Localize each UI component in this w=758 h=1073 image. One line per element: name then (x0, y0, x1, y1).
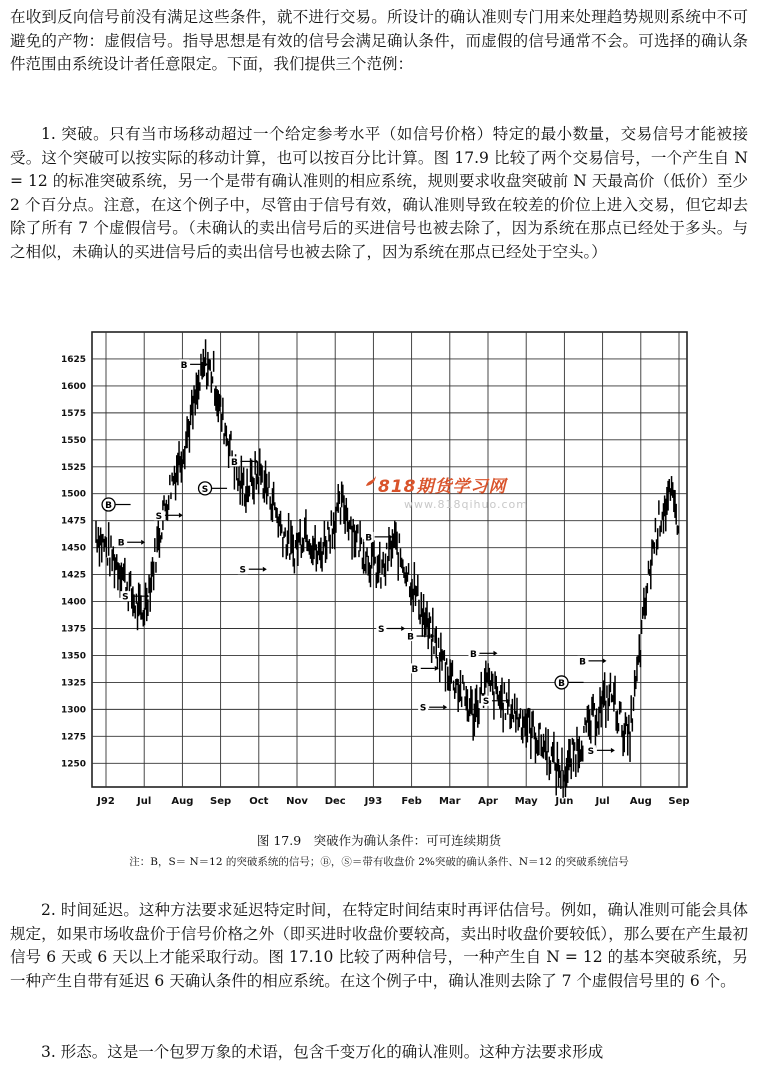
y-tick-label: 1250 (60, 759, 86, 770)
x-tick-label: J93 (364, 796, 383, 807)
paragraph-intro: 在收到反向信号前没有满足这些条件，就不进行交易。所设计的确认准则专门用来处理趋势规则系统中不可避免的产物：虚假信号。指导思想是有效的信号会满足确认条件，而虚假的信号通常不会。可选择的确认条件范围由系统设计者任意限定。下面，我们提供三个范例： (10, 8, 748, 74)
x-tick-label: Jul (595, 796, 610, 807)
signal-arrowhead (611, 748, 615, 753)
x-tick-label: Jul (137, 796, 152, 807)
y-tick-label: 1450 (60, 543, 86, 554)
x-tick-label: Jun (555, 796, 574, 807)
watermark-url: www.818qihuo.com (404, 498, 528, 511)
signal-label: B (470, 649, 477, 660)
signal-arrowhead (603, 658, 607, 663)
figure-caption: 图 17.9 突破作为确认条件：可可连续期货 (256, 833, 502, 848)
chart-svg (40, 328, 700, 814)
signal-label: S (377, 625, 385, 636)
y-tick-label: 1525 (60, 462, 86, 473)
x-tick-label: Sep (668, 796, 690, 807)
x-tick-label: Sep (210, 796, 232, 807)
y-tick-label: 1375 (60, 624, 86, 635)
signal-label: S (122, 592, 129, 603)
signal-arrowhead (401, 626, 405, 631)
y-tick-label: 1575 (60, 408, 86, 419)
x-tick-label: Dec (324, 796, 346, 807)
y-tick-label: 1600 (60, 381, 86, 392)
y-tick-label: 1425 (60, 570, 86, 581)
figure-note: 注：B，S＝ N＝12 的突破系统的信号；Ⓑ，Ⓢ＝带有收盘价 2%突破的确认条件、N＝12 的突破系统信号 (129, 856, 629, 868)
y-tick-label: 1500 (60, 489, 86, 500)
confirmed-signal-label: B (558, 678, 565, 689)
breakout-chart (40, 328, 700, 814)
x-tick-label: May (514, 796, 538, 807)
signal-label: B (407, 632, 415, 643)
flame-logo-icon (364, 474, 378, 488)
signal-label: B (579, 657, 586, 668)
y-tick-label: 1350 (60, 651, 86, 662)
x-tick-label: Aug (629, 796, 652, 807)
y-tick-label: 1475 (60, 516, 86, 527)
y-tick-label: 1275 (60, 732, 86, 743)
watermark-logo-text: 818期货学习网 (378, 477, 507, 497)
paragraph-breakout: 1. 突破。只有当市场移动超过一个给定参考水平（如信号价格）特定的最小数量，交易信号才能被接受。这个突破可以按实际的移动计算，也可以按百分比计算。图 17.9 比较了两个交易信号，一个产生自 N = 12 的标准突破系统，另一个是带有确认准则的相应系统，规则要求收盘突破前 N 天最高价（低价）至少 2 个百分点。注意，在这个例子中，尽管由于信号有效，确认准则导致在较差的价位上进入交易，但它却去除了所有 7 个虚假信号。（未确认的卖出信号后的买进信号也被去除了，因为系统在那点已经处于多头。与之相似，未确认的买进信号后的卖出信号也被去除了，因为系统在那点已经处于空头。） (10, 125, 748, 261)
signal-label: B (230, 457, 238, 468)
y-tick-label: 1400 (60, 597, 86, 608)
signal-label: S (419, 703, 427, 714)
x-tick-label: Nov (286, 796, 308, 807)
signal-label: B (117, 538, 125, 549)
site-watermark (378, 470, 558, 520)
y-tick-label: 1300 (60, 705, 86, 716)
x-tick-label: Apr (478, 796, 498, 807)
x-tick-label: Feb (401, 796, 422, 807)
y-tick-label: 1550 (60, 435, 86, 446)
signal-label: B (411, 664, 419, 675)
signal-arrowhead (263, 567, 267, 572)
signal-label: S (482, 697, 490, 708)
y-tick-label: 1325 (60, 678, 86, 689)
signal-label: B (180, 360, 188, 371)
x-tick-label: Mar (438, 796, 461, 807)
signal-label: S (239, 565, 247, 576)
x-tick-label: Oct (249, 796, 269, 807)
signal-label: S (155, 511, 163, 522)
signal-label: B (365, 533, 373, 544)
confirmed-signal-label: B (105, 501, 113, 512)
y-tick-label: 1625 (60, 354, 86, 365)
signal-label: S (587, 746, 595, 757)
paragraph-pattern: 3. 形态。这是一个包罗万象的术语，包含千变万化的确认准则。这种方法要求形成 (41, 1043, 604, 1061)
confirmed-signal-label: S (201, 484, 209, 495)
x-tick-label: J92 (97, 796, 115, 807)
paragraph-time-delay: 2. 时间延迟。这种方法要求延迟特定时间，在特定时间结束时再评估信号。例如，确认准则可能会具体规定，如果市场收盘价于信号价格之外（即买进时收盘价要较高，卖出时收盘价要较低），那么要在产生最初信号 6 天或 6 天以上才能采取行动。图 17.10 比较了两种信号，一种产生自 N = 12 的基本突破系统，另一种产生自带有延迟 6 天确认条件的相应系统。在这个例子中，确认准则去除了 7 个虚假信号里的 6 个。 (10, 901, 748, 990)
x-tick-label: Aug (171, 796, 194, 807)
